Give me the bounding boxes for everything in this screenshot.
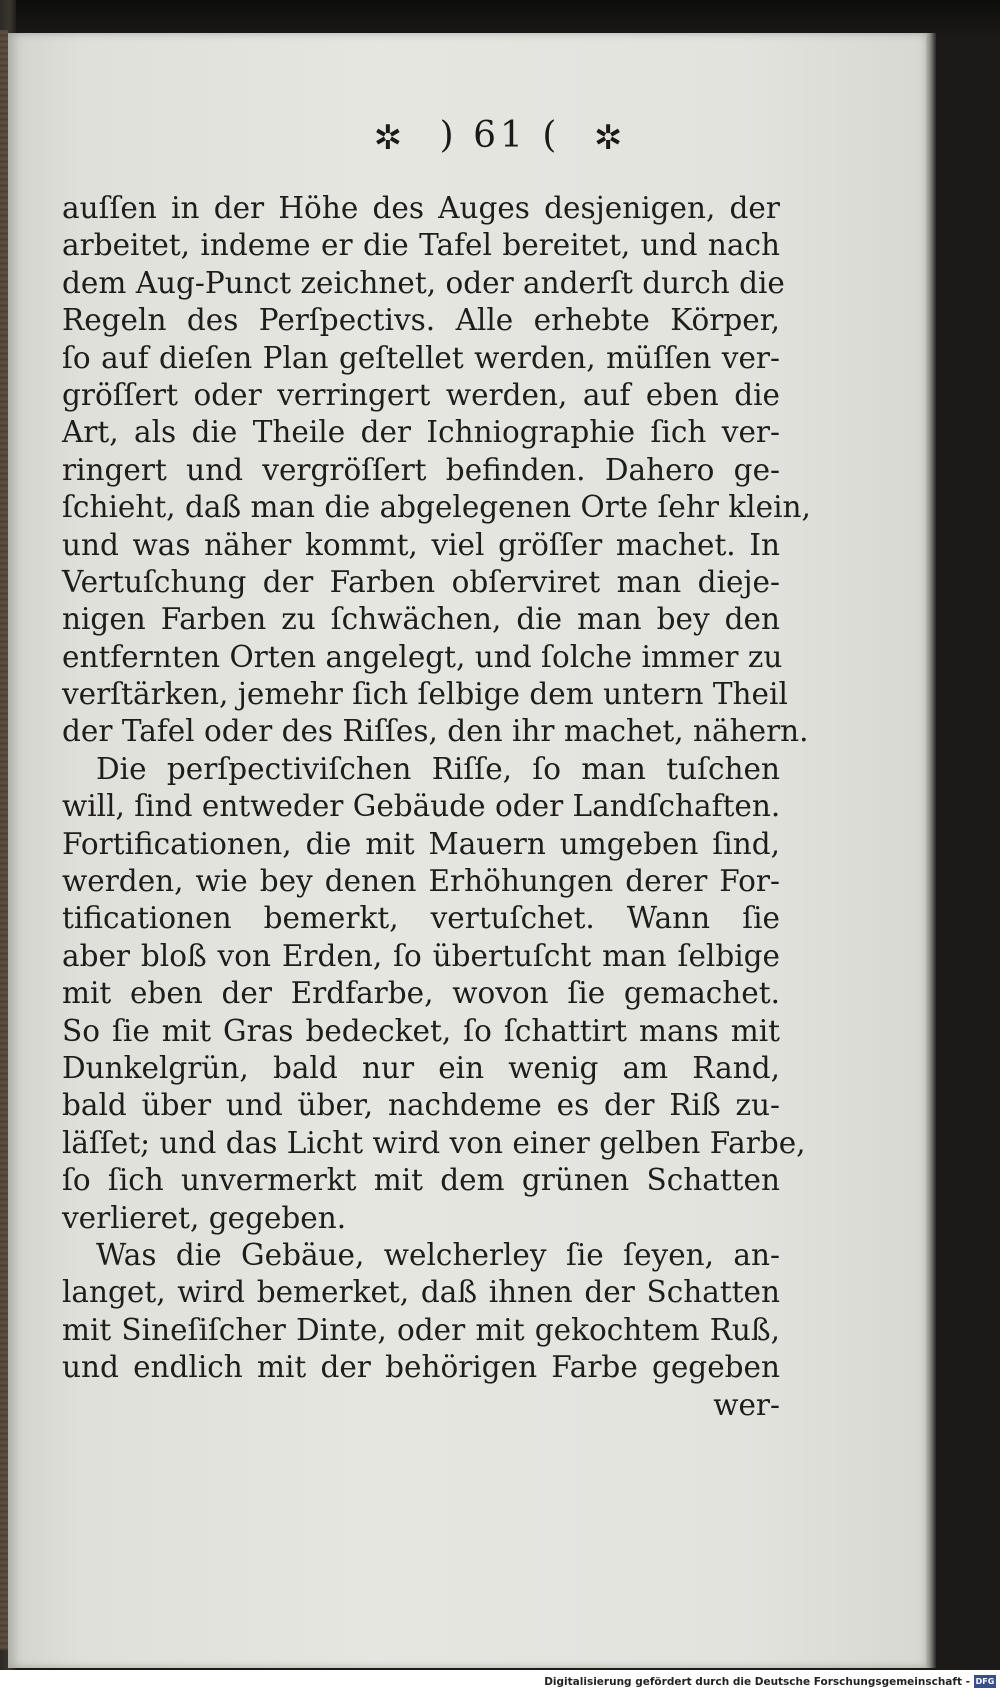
- text-line: tificationen bemerkt, vertuſchet. Wann ſie: [62, 901, 780, 936]
- text-line: Regeln des Perſpectivs. Alle erhebte Körper,: [62, 303, 780, 338]
- page-number: ) 61 (: [439, 115, 561, 156]
- text-line: mit eben der Erdfarbe, wovon ſie gemachet.: [62, 976, 780, 1011]
- text-line: Die perſpectiviſchen Riſſe, ſo man tuſchen: [96, 751, 780, 786]
- text-line: Art, als die Theile der Ichniographie ſich ver-: [62, 415, 780, 450]
- ornament-right-icon: ✲: [593, 118, 627, 158]
- text-line: und endlich mit der behörigen Farbe gegeben: [62, 1350, 780, 1385]
- text-line: langet, wird bemerket, daß ihnen der Schatten: [62, 1275, 780, 1310]
- text-line: mit Sineſiſcher Dinte, oder mit gekochtem Ruß,: [62, 1312, 780, 1347]
- text-line: Vertuſchung der Farben obſerviret man dieje-: [62, 564, 780, 599]
- page-edge: [926, 33, 936, 1668]
- text-line: verlieret, gegeben.: [62, 1200, 347, 1235]
- text-line: will, ſind entweder Gebäude oder Landſchaften.: [62, 789, 781, 824]
- text-line: ſo auf dieſen Plan geſtellet werden, müſſen ver-: [62, 340, 780, 375]
- text-line: der Tafel oder des Riſſes, den ihr machet, nähern.: [62, 714, 809, 749]
- text-line: bald über und über, nachdeme es der Riß zu-: [62, 1088, 780, 1123]
- text-line: auſſen in der Höhe des Auges desjenigen, der: [62, 191, 780, 225]
- top-background: [0, 0, 1000, 36]
- text-line: Dunkelgrün, bald nur ein wenig am Rand,: [62, 1050, 780, 1085]
- text-line: nigen Farben zu ſchwächen, die man bey den: [62, 602, 780, 637]
- catchword: wer-: [713, 1387, 780, 1422]
- text-line: ſo ſich unvermerkt mit dem grünen Schatten: [62, 1163, 780, 1198]
- text-line: dem Aug-Punct zeichnet, oder anderſt durch die: [62, 265, 785, 300]
- text-line: Fortificationen, die mit Mauern umgeben ſind,: [62, 826, 780, 861]
- text-line: läſſet; und das Licht wird von einer gelben Farbe,: [62, 1125, 806, 1160]
- page-header: [0, 115, 1000, 158]
- text-line: arbeitet, indeme er die Tafel bereitet, und nach: [62, 228, 780, 263]
- text-line: werden, wie bey denen Erhöhungen derer For-: [62, 864, 780, 899]
- body-text: [62, 190, 811, 1424]
- footer-credit: Digitalisierung gefördert durch die Deutsche Forschungsgemeinschaft -: [544, 1676, 970, 1688]
- book-cover-edge: [0, 30, 8, 1650]
- ornament-left-icon: ✲: [373, 118, 407, 158]
- text-line: aber bloß von Erden, ſo übertuſcht man ſelbige: [62, 938, 780, 973]
- text-line: gröſſert oder verringert werden, auf eben die: [62, 377, 780, 412]
- text-line: ſchieht, daß man die abgelegenen Orte ſehr klein,: [62, 490, 811, 525]
- text-line: ringert und vergröſſert befinden. Dahero ge-: [62, 452, 780, 487]
- text-line: verſtärken, jemehr ſich ſelbige dem untern Theil: [62, 677, 788, 712]
- dfg-logo: DFG: [975, 1677, 995, 1686]
- text-line: Was die Gebäue, welcherley ſie ſeyen, an-: [96, 1237, 780, 1272]
- text-line: und was näher kommt, viel gröſſer machet. In: [62, 527, 780, 562]
- text-line: entfernten Orten angelegt, und ſolche immer zu: [62, 639, 783, 674]
- text-line: So ſie mit Gras bedecket, ſo ſchattirt mans mit: [62, 1013, 780, 1048]
